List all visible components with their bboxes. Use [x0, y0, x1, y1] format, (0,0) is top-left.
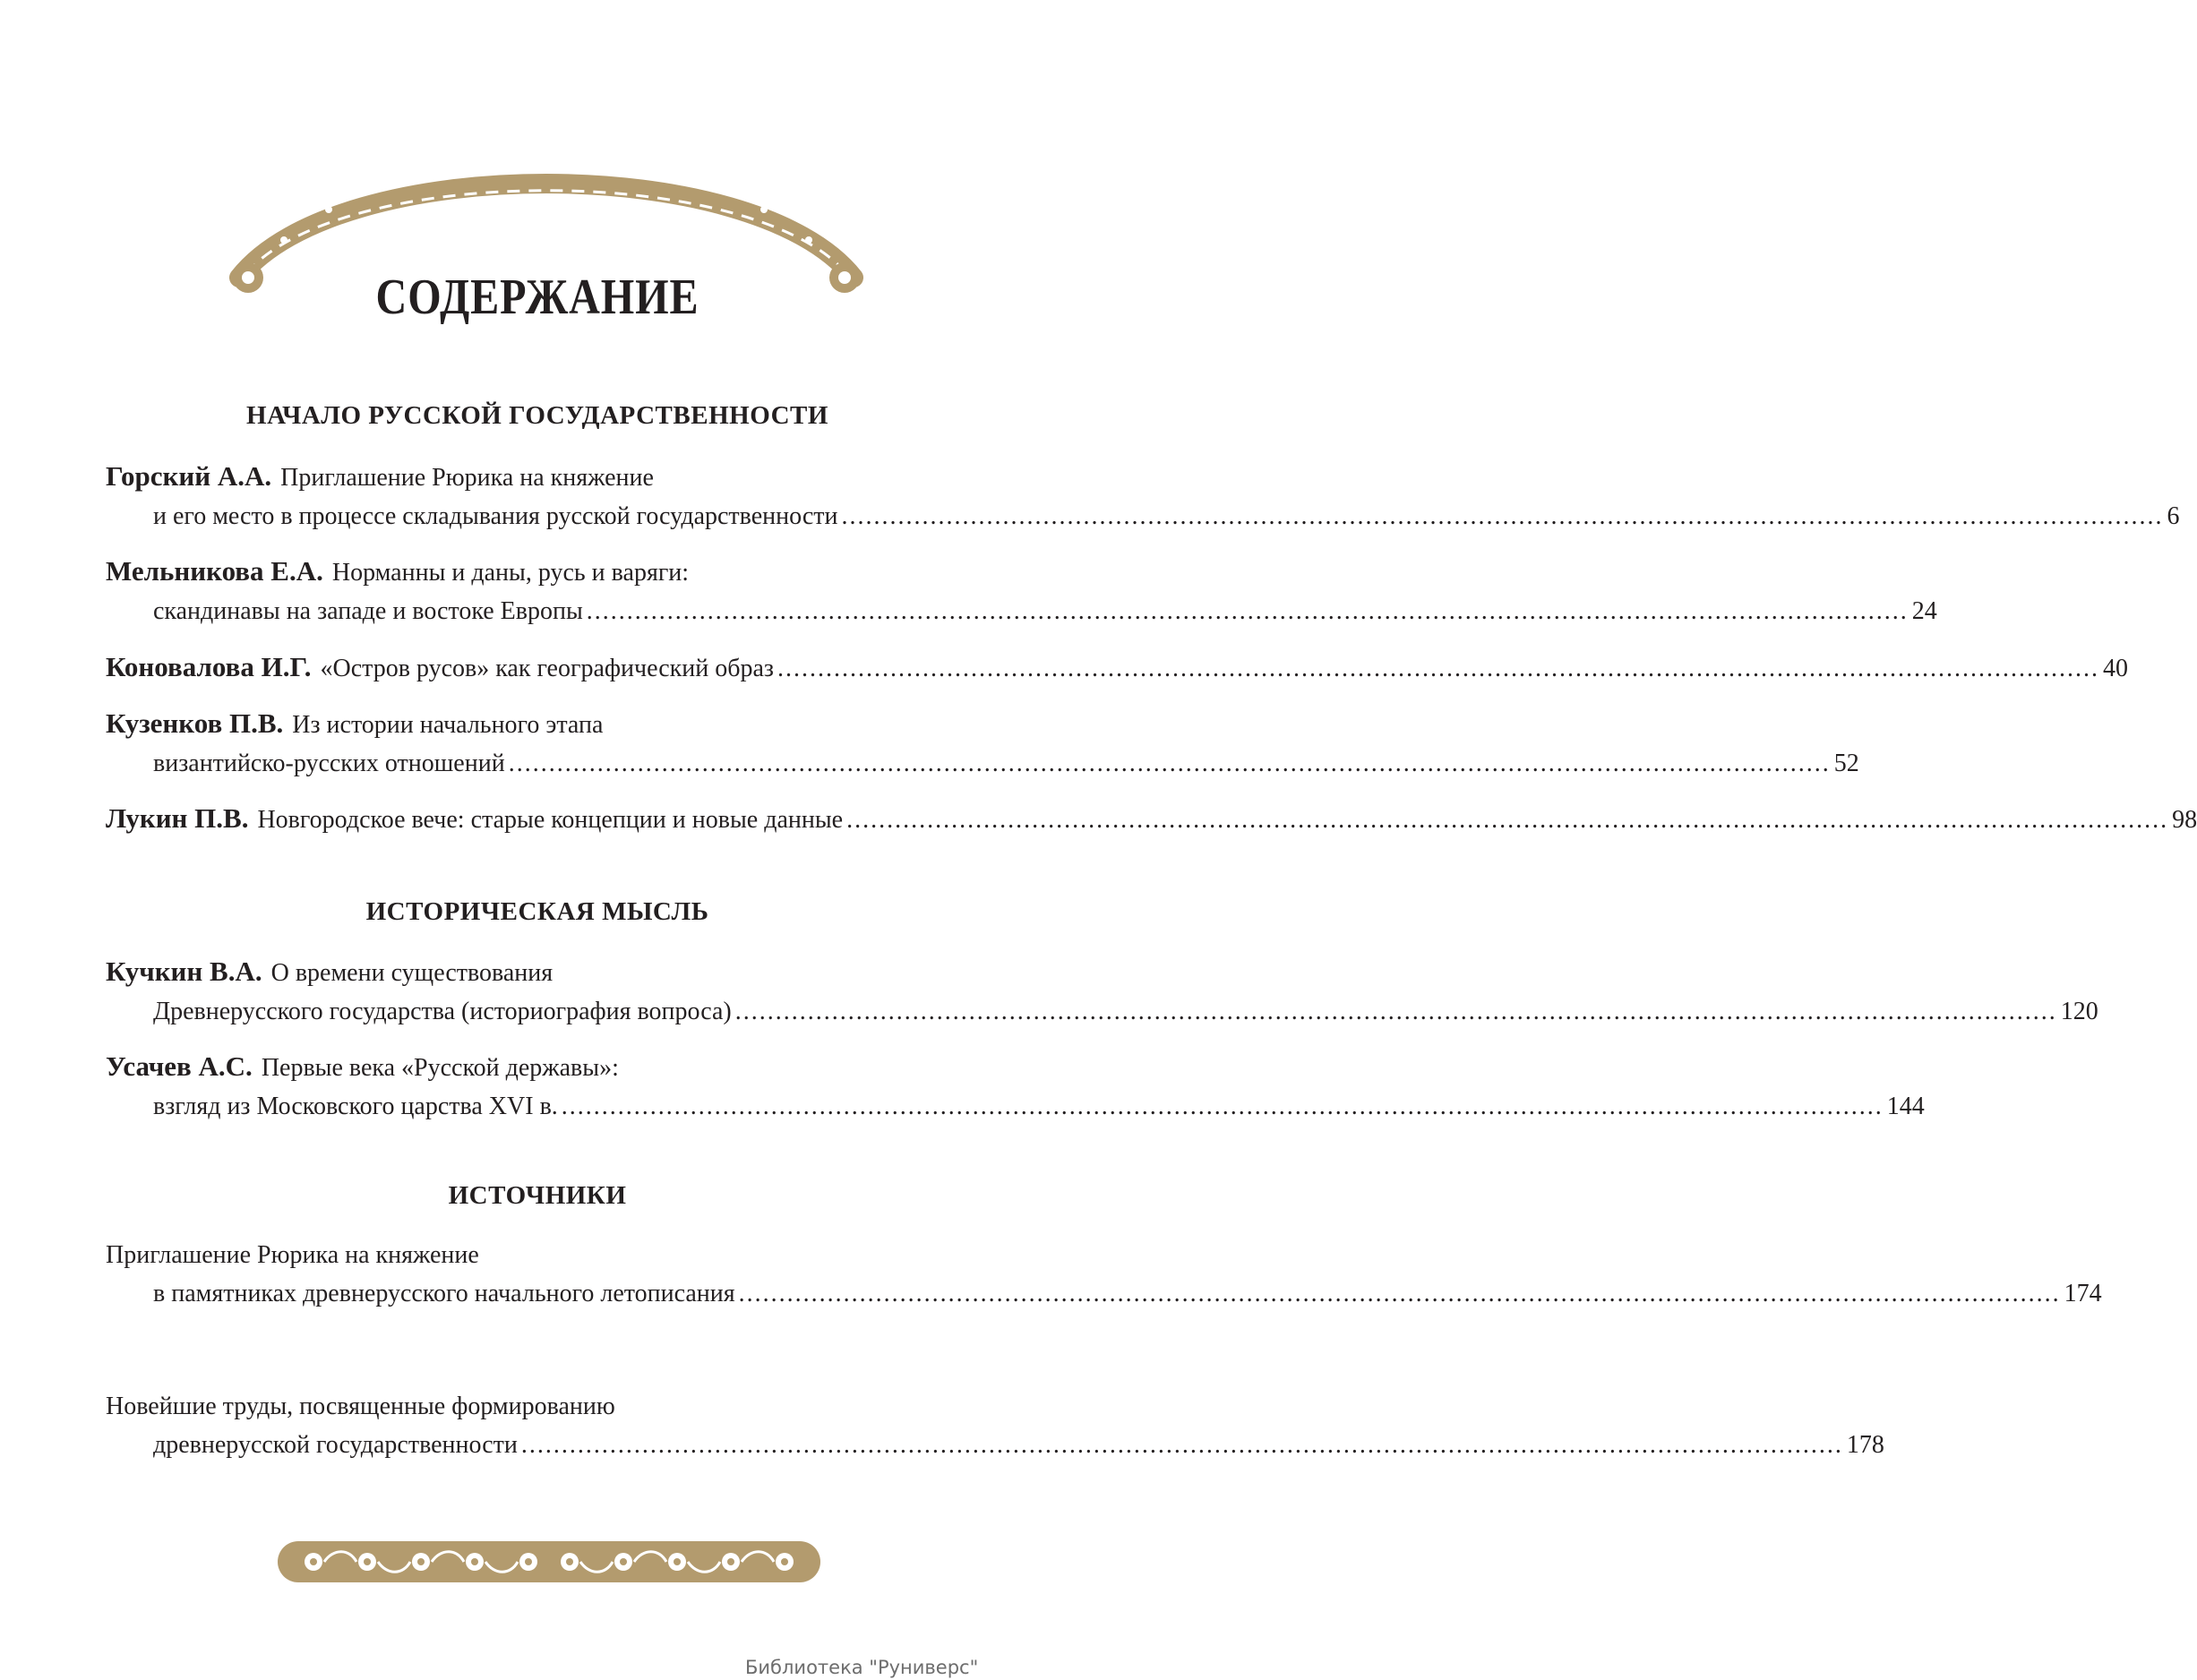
entry-title-cont: скандинавы на западе и востоке Европы — [153, 597, 583, 625]
entry-author: Горский А.А. — [106, 460, 272, 492]
page-number: 6 — [2167, 502, 2180, 530]
dot-leader: .................................................................................................................................................................... — [508, 750, 1831, 777]
entry-title: «Остров русов» как географический образ — [320, 655, 774, 682]
entry-title: Из истории начального этапа — [292, 711, 604, 739]
page-number: 178 — [1846, 1431, 1884, 1459]
toc-entry[interactable] — [106, 952, 2098, 1031]
entry-title-cont: Древнерусского государства (историография вопроса) — [153, 998, 732, 1025]
entry-title-cont: древнерусской государственности — [153, 1431, 518, 1459]
entry-title: Приглашение Рюрика на княжение — [280, 464, 654, 492]
section-heading-statehood: НАЧАЛО РУССКОЙ ГОСУДАРСТВЕННОСТИ — [246, 401, 828, 430]
page-number: 174 — [2064, 1280, 2102, 1307]
entry-author: Лукин П.В. — [106, 802, 249, 834]
entry-title: О времени существования — [270, 959, 554, 987]
dot-leader: .................................................................................................................................................................... — [586, 597, 1909, 625]
dot-leader: .................................................................................................................................................................... — [520, 1431, 1843, 1459]
dot-leader: .................................................................................................................................................................... — [738, 1280, 2061, 1307]
page-number: 144 — [1886, 1093, 1925, 1120]
bottom-ornament-band — [278, 1534, 820, 1590]
entry-author: Коновалова И.Г. — [106, 651, 312, 682]
toc-entry[interactable] — [106, 647, 2128, 688]
entry-title: Норманны и даны, русь и варяги: — [331, 559, 690, 587]
page-number: 120 — [2060, 998, 2098, 1025]
toc-entry[interactable] — [106, 1047, 1925, 1126]
entry-title-cont: византийско-русских отношений — [153, 750, 505, 777]
toc-entry[interactable] — [106, 457, 2180, 536]
page-title: СОДЕРЖАНИЕ — [375, 270, 699, 325]
section-heading-sources: ИСТОЧНИКИ — [448, 1181, 627, 1210]
entry-title-cont: и его место в процессе складывания русской государственности — [153, 502, 838, 530]
toc-entry[interactable] — [106, 552, 1937, 630]
entry-title: Новгородское вече: старые концепции и новые данные — [257, 806, 844, 834]
entry-author: Мельникова Е.А. — [106, 555, 323, 587]
page-number: 52 — [1833, 750, 1859, 777]
toc-entry[interactable] — [106, 704, 1859, 783]
page-number: 24 — [1911, 597, 1937, 625]
dot-leader: .................................................................................................................................................................... — [841, 502, 2164, 530]
section-heading-historical-thought: ИСТОРИЧЕСКАЯ МЫСЛЬ — [365, 897, 709, 926]
entry-title: Первые века «Русской державы»: — [261, 1054, 619, 1082]
dot-leader: .................................................................................................................................................................... — [846, 806, 2169, 834]
dot-leader: .................................................................................................................................................................... — [561, 1093, 1884, 1120]
dot-leader: .................................................................................................................................................................... — [734, 998, 2057, 1025]
dot-leader: .................................................................................................................................................................... — [777, 655, 2099, 682]
page-number: 40 — [2102, 655, 2128, 682]
toc-entry[interactable] — [106, 799, 2197, 839]
entry-title-cont: в памятниках древнерусского начального летописания — [153, 1280, 735, 1307]
entry-author: Усачев А.С. — [106, 1050, 253, 1082]
library-watermark: Библиотека "Руниверс" — [745, 1657, 979, 1678]
page-number: 98 — [2172, 806, 2197, 834]
entry-author: Кузенков П.В. — [106, 707, 284, 739]
toc-entry[interactable] — [106, 1236, 2102, 1313]
entry-title-cont: взгляд из Московского царства XVI в. — [153, 1093, 558, 1120]
toc-entry[interactable] — [106, 1387, 1884, 1464]
entry-title: Новейшие труды, посвященные формированию — [106, 1393, 615, 1420]
entry-title: Приглашение Рюрика на княжение — [106, 1241, 479, 1269]
entry-author: Кучкин В.А. — [106, 956, 262, 987]
